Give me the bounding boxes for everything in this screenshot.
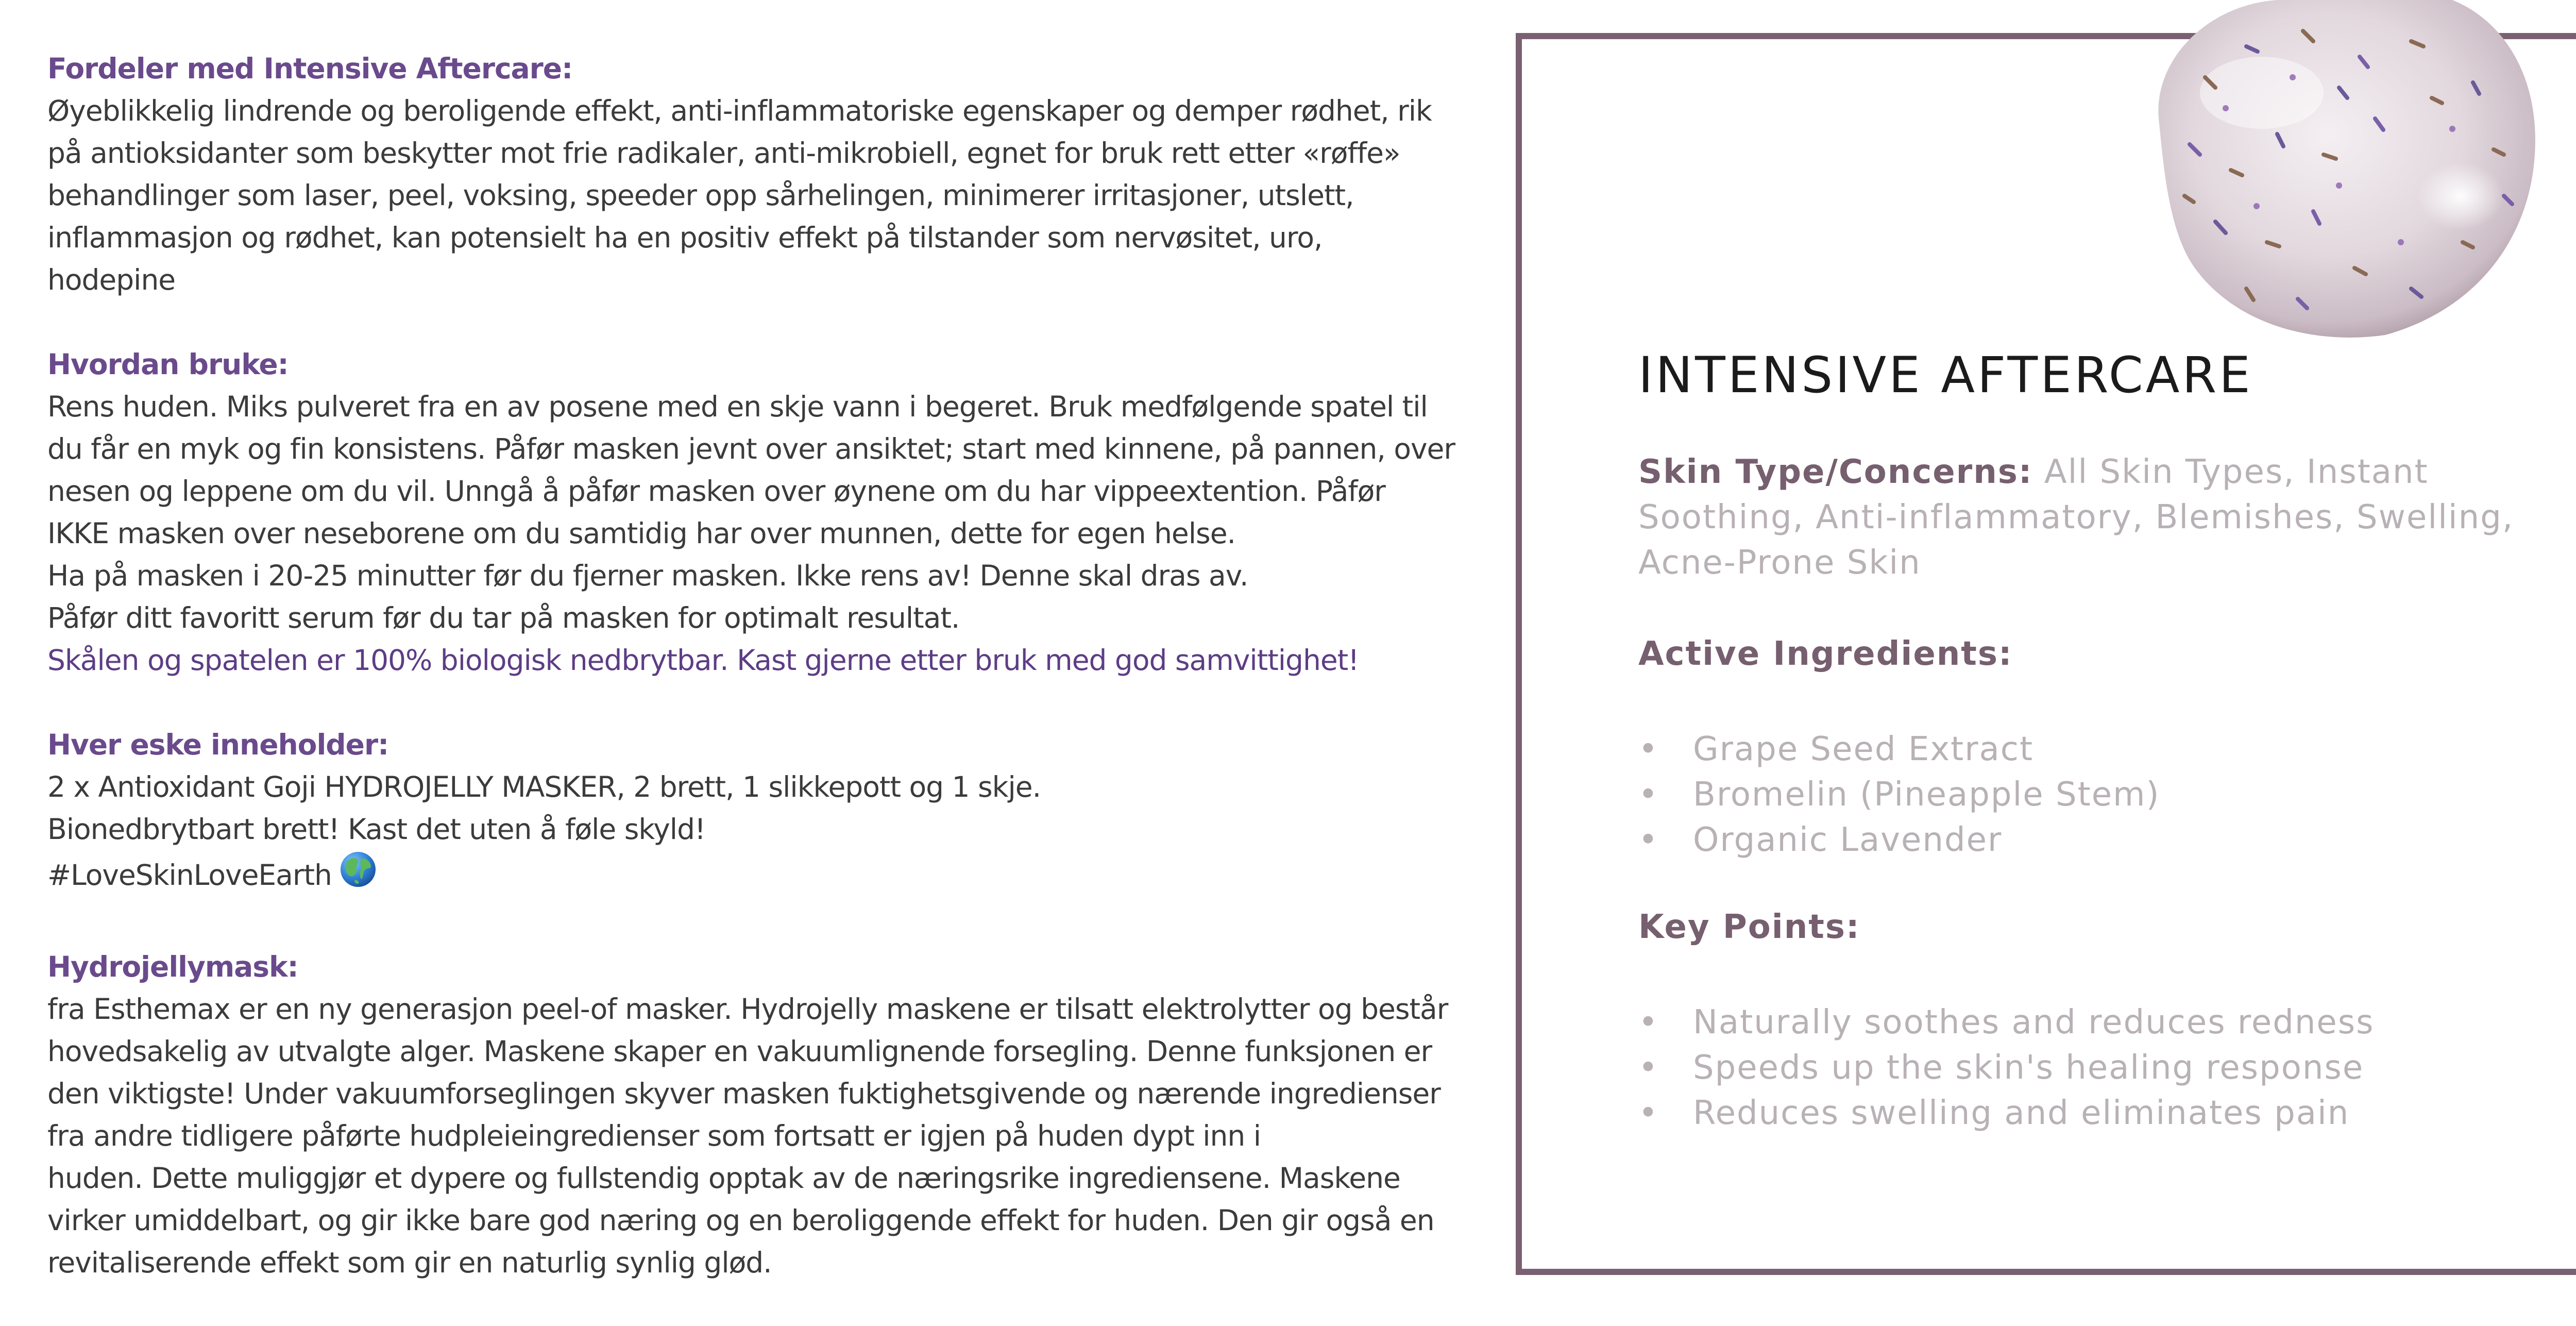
bullet-icon: •: [1638, 1094, 1659, 1132]
skin-type-value: Soothing, Anti-inflammatory, Blemishes, Swelling,: [1638, 498, 2514, 536]
bullet-icon: •: [1638, 1003, 1659, 1042]
ingredient-text: Bromelin (Pineapple Stem): [1693, 776, 2160, 814]
bullet-icon: •: [1638, 821, 1659, 859]
box-contents-line: 2 x Antioxidant Goji HYDROJELLY MASKER, 2 brett, 1 slikkepott og 1 skje.: [47, 770, 1041, 803]
how-to-use-line: du får en myk og fin konsistens. Påfør masken jevnt over ansiktet; start med kinnene, på pannen, over: [47, 432, 1455, 465]
benefits-line: på antioksidanter som beskytter mot frie radikaler, anti-mikrobiell, egnet for bruk rett etter «røffe»: [47, 137, 1400, 170]
skin-type-value: All Skin Types, Instant: [2032, 453, 2429, 491]
list-item: [1638, 772, 2160, 817]
active-ingredients-heading: Active Ingredients:: [1638, 635, 2013, 673]
key-points-list: [1638, 1000, 2374, 1136]
how-to-use-line: Ha på masken i 20-25 minutter før du fjerner masken. Ikke rens av! Denne skal dras av.: [47, 559, 1248, 592]
key-point-text: Reduces swelling and eliminates pain: [1693, 1094, 2350, 1132]
skin-type-value: Acne-Prone Skin: [1638, 544, 1921, 582]
hashtag: #LoveSkinLoveEarth: [47, 859, 332, 892]
hydrojelly-heading: Hydrojellymask:: [47, 950, 298, 984]
benefits-section: [47, 47, 1480, 301]
list-item: [1638, 1090, 2374, 1136]
how-to-use-line: Påfør ditt favoritt serum før du tar på masken for optimalt resultat.: [47, 601, 960, 634]
how-to-use-line: IKKE masken over neseborene om du samtidig har over munnen, dette for egen helse.: [47, 517, 1236, 550]
benefits-line: Øyeblikkelig lindrende og beroligende effekt, anti-inflammatoriske egenskaper og demper rødhet, rik: [47, 94, 1432, 127]
how-to-use-section: [47, 343, 1480, 681]
skin-type-label: Skin Type/Concerns:: [1638, 453, 2033, 491]
key-points-heading: Key Points:: [1638, 908, 1860, 946]
ingredient-text: Grape Seed Extract: [1693, 730, 2034, 768]
benefits-line: inflammasjon og rødhet, kan potensielt ha en positiv effekt på tilstander som nervøsitet, uro,: [47, 221, 1323, 254]
product-description: [47, 47, 1480, 1326]
product-title: INTENSIVE AFTERCARE: [1638, 346, 2253, 404]
hydrojelly-line: fra Esthemax er en ny generasjon peel-of masker. Hydrojelly maskene er tilsatt elektrolytter og består: [47, 993, 1448, 1026]
box-contents-section: [47, 724, 1480, 903]
how-to-use-line: nesen og leppene om du vil. Unngå å påfør masken over øynene om du har vippeextention. Påfør: [47, 475, 1385, 508]
key-point-text: Naturally soothes and reduces redness: [1693, 1003, 2375, 1042]
hydrojelly-line: fra andre tidligere påførte hudpleieingredienser som fortsatt er igjen på huden dypt inn i: [47, 1119, 1261, 1153]
list-item: [1638, 727, 2160, 772]
hydrojelly-section: [47, 946, 1480, 1284]
skin-type-block: [1638, 449, 2524, 585]
ingredient-text: Organic Lavender: [1693, 821, 2003, 859]
list-item: [1638, 817, 2160, 863]
hashtag-line: [47, 850, 1480, 903]
globe-icon: [339, 850, 377, 903]
bullet-icon: •: [1638, 776, 1659, 814]
how-to-use-line: Rens huden. Miks pulveret fra en av posene med en skje vann i begeret. Bruk medfølgende spatel til: [47, 390, 1428, 423]
bullet-icon: •: [1638, 1049, 1659, 1087]
benefits-line: hodepine: [47, 263, 176, 296]
how-to-use-heading: Hvordan bruke:: [47, 348, 289, 381]
box-contents-line: Bionedbrytbart brett! Kast det uten å føle skyld!: [47, 813, 706, 846]
biodegradable-note: Skålen og spatelen er 100% biologisk nedbrytbar. Kast gjerne etter bruk med god samvittighet!: [47, 644, 1359, 677]
hydrojelly-line: virker umiddelbart, og gir ikke bare god næring og en beroliggende effekt for huden. Den gir også en: [47, 1204, 1434, 1237]
benefits-line: behandlinger som laser, peel, voksing, speeder opp sårhelingen, minimerer irritasjoner, utslett,: [47, 179, 1354, 212]
list-item: [1638, 1000, 2374, 1045]
bullet-icon: •: [1638, 730, 1659, 768]
active-ingredients-list: [1638, 727, 2160, 863]
hydrojelly-line: den viktigste! Under vakuumforseglingen skyver masken fuktighetsgivende og nærende ingredienser: [47, 1077, 1440, 1111]
hydrojelly-line: huden. Dette muliggjør et dypere og fullstendig opptak av de næringsrike ingrediensene. Maskene: [47, 1162, 1400, 1195]
box-contents-heading: Hver eske inneholder:: [47, 728, 389, 761]
key-point-text: Speeds up the skin's healing response: [1693, 1049, 2364, 1087]
benefits-heading: Fordeler med Intensive Aftercare:: [47, 52, 573, 85]
mask-powder-image: [2143, 0, 2540, 340]
hydrojelly-line: revitaliserende effekt som gir en naturlig synlig glød.: [47, 1246, 772, 1280]
hydrojelly-line: hovedsakelig av utvalgte alger. Maskene skaper en vakuumlignende forsegling. Denne funksjonen er: [47, 1035, 1432, 1068]
list-item: [1638, 1045, 2374, 1090]
